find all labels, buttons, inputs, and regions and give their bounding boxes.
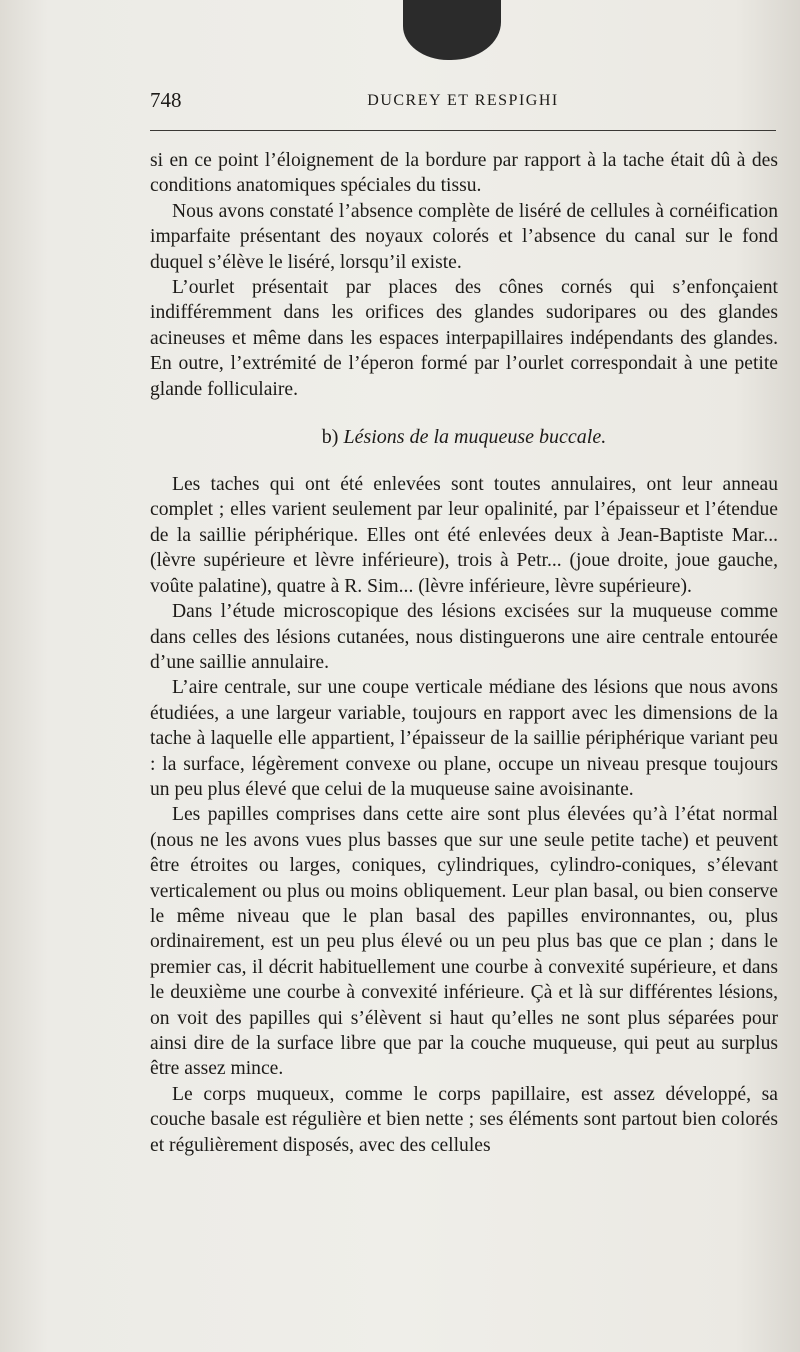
running-head: [150, 88, 776, 118]
paragraph: L’ourlet présentait par places des cônes cornés qui s’enfonçaient indifféremment dans les orifices des glandes sudoripares ou des glandes acineuses et même dans les espaces interpapillaires indépendants des glandes. En outre, l’extrémité de l’éperon formé par l’ourlet correspondait à une petite glande folliculaire.: [150, 277, 778, 400]
section-label: b): [321, 426, 339, 449]
section-heading: [150, 423, 778, 451]
paragraph: Les taches qui ont été enlevées sont toutes annulaires, ont leur anneau complet ; elles varient seulement par leur opalinité, par l’épaisseur et l’étendue de la saillie périphérique. Elles ont été enlevées deux à Jean-Baptiste Mar... (lèvre supérieure et lèvre inférieure), trois à Petr... (joue droite, joue gauche, voûte palatine), quatre à R. Sim... (lèvre inférieure, lèvre supérieure).: [150, 474, 778, 597]
body-text: [150, 148, 778, 1158]
paragraph: Le corps muqueux, comme le corps papillaire, est assez développé, sa couche basale est régulière et bien nette ; ses éléments sont partout bien colorés et régulièrement disposés, avec des cellules: [150, 1083, 778, 1156]
paragraph: Les papilles comprises dans cette aire sont plus élevées qu’à l’état normal (nous ne les avons vues plus basses que sur une seule petite tache) et peuvent être étroites ou larges, coniques, cylindriques, cylindro-coniques, s’élevant verticalement ou plus ou moins obliquement. Leur plan basal, ou bien conserve le même niveau que le plan basal des papilles environnantes, ou, plus ordinairement, est un peu plus élevé ou un peu plus bas que ce plan ; dans le premier cas, il décrit habituellement une courbe à convexité supérieure, et dans le deuxième une courbe à convexité inférieure. Çà et là sur différentes lésions, on voit des papilles qui s’élèvent si haut qu’elles ne sont plus séparées pour ainsi dire de la surface libre que par la couche muqueuse, qui peut au surplus être assez mince.: [150, 804, 778, 1080]
paragraph: Dans l’étude microscopique des lésions excisées sur la muqueuse comme dans celles des lésions cutanées, nous distinguerons une aire centrale entourée d’une saillie annulaire.: [150, 601, 778, 673]
header-rule: [150, 130, 776, 131]
page-number: 748: [150, 88, 182, 112]
paragraph-continuation: si en ce point l’éloignement de la bordure par rapport à la tache était dû à des conditions anatomiques spéciales du tissu.: [150, 150, 778, 197]
paragraph: Nous avons constaté l’absence complète de liséré de cellules à cornéification imparfaite présentant des noyaux colorés et l’absence du canal sur le fond duquel s’élève le liséré, lorsqu’il existe.: [150, 200, 778, 273]
running-title: DUCREY ET RESPIGHI: [367, 92, 559, 109]
paragraph: L’aire centrale, sur une coupe verticale médiane des lésions que nous avons étudiées, a une largeur variable, toujours en rapport avec les dimensions de la tache à laquelle elle appartient, l’épaisseur de la saillie périphérique variant peu : la surface, légèrement convexe ou plane, occupe un niveau presque toujours un peu plus élevé que celui de la muqueuse saine avoisinante.: [150, 677, 778, 800]
section-title: Lésions de la muqueuse buccale.: [343, 426, 607, 449]
ink-blot-mark: [403, 0, 501, 60]
